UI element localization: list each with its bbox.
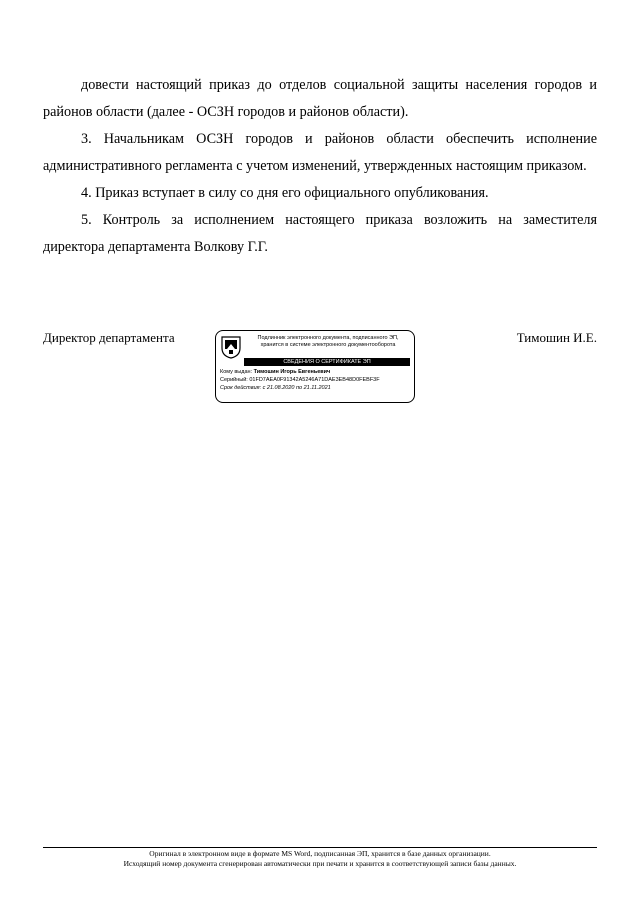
paragraph-item-5: 5. Контроль за исполнением настоящего приказа возложить на заместителя директора департамента Волкову Г.Г.: [43, 212, 597, 255]
paragraph-item-3: 3. Начальникам ОСЗН городов и районов области обеспечить исполнение административного регламента с учетом изменений, утвержденных настоящим приказом.: [43, 131, 597, 174]
signature-block: [43, 330, 597, 410]
certificate-info-band: СВЕДЕНИЯ О СЕРТИФИКАТЕ ЭП: [244, 358, 410, 366]
coat-of-arms-icon: [220, 335, 242, 359]
document-body: [43, 72, 597, 261]
stamp-header: Подлинник электронного документа, подписанного ЭП, хранится в системе электронного документооборота: [257, 335, 399, 348]
footer-line-1: Оригинал в электронном виде в формате MS Word, подписанная ЭП, хранится в базе данных организации.: [149, 849, 491, 858]
paragraph-distribution: довести настоящий приказ до отделов социальной защиты населения городов и районов области (далее - ОСЗН городов и районов области).: [43, 77, 597, 120]
footer-divider: [43, 847, 597, 848]
certificate-owner: Кому выдан: Тимошин Игорь Евгеньевич: [220, 369, 331, 375]
electronic-signature-stamp: [215, 330, 415, 403]
signer-position: Директор департамента: [43, 330, 175, 345]
certificate-serial: Серийный: 01FD7AEA0F91342A5246A71DAE3EB48D0FEBF3F: [220, 377, 380, 383]
certificate-validity: Срок действия: с 21.08.2020 по 21.11.2021: [220, 385, 331, 391]
page-footer: [43, 849, 597, 869]
signer-name: Тимошин И.Е.: [516, 330, 597, 345]
paragraph-item-4: 4. Приказ вступает в силу со дня его официального опубликования.: [81, 185, 489, 201]
footer-line-2: Исходящий номер документа сгенерирован автоматически при печати и хранится в соответствующей записи базы данных.: [123, 859, 517, 868]
